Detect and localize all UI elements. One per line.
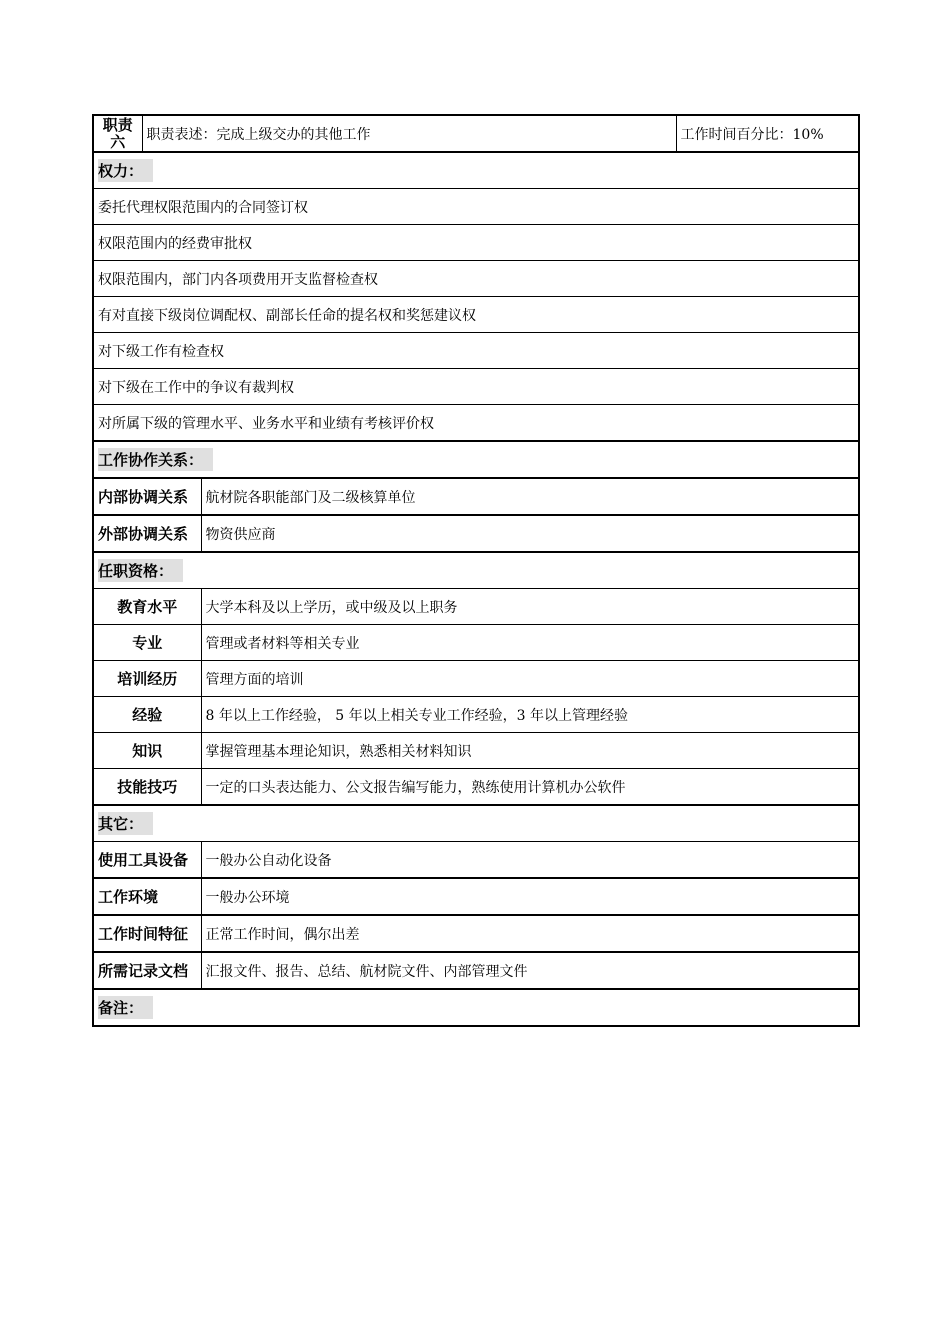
- cooperation-header-row: [93, 441, 859, 478]
- authority-item: 权限范围内，部门内各项费用开支监督检查权: [93, 261, 859, 297]
- cooperation-label: 内部协调关系: [93, 478, 201, 515]
- other-label: 使用工具设备: [93, 842, 201, 879]
- duty-label-line2: 六: [110, 132, 126, 151]
- authority-item-row: [93, 225, 859, 261]
- qualification-label: 培训经历: [93, 661, 201, 697]
- duty-description: 职责表述：完成上级交办的其他工作: [142, 115, 676, 152]
- other-row: [93, 952, 859, 989]
- job-description-table: [92, 114, 860, 1027]
- authority-item-row: [93, 369, 859, 405]
- other-row: [93, 915, 859, 952]
- qualification-label: 技能技巧: [93, 769, 201, 806]
- authority-item-row: [93, 261, 859, 297]
- authority-item-row: [93, 189, 859, 225]
- authority-item-row: [93, 333, 859, 369]
- qualification-value: 8 年以上工作经验， 5 年以上相关专业工作经验，3 年以上管理经验: [201, 697, 859, 733]
- qualification-row: [93, 625, 859, 661]
- cooperation-header: 工作协作关系：: [98, 448, 213, 471]
- qualification-value: 一定的口头表达能力、公文报告编写能力，熟练使用计算机办公软件: [201, 769, 859, 806]
- duty-label-line1: 职责: [102, 115, 133, 134]
- duty-six-row: [93, 115, 859, 152]
- cooperation-label: 外部协调关系: [93, 515, 201, 552]
- cooperation-value: 航材院各职能部门及二级核算单位: [201, 478, 859, 515]
- other-value: 正常工作时间，偶尔出差: [201, 915, 859, 952]
- authority-item: 对所属下级的管理水平、业务水平和业绩有考核评价权: [93, 405, 859, 442]
- other-value: 一般办公环境: [201, 878, 859, 915]
- cooperation-row: [93, 478, 859, 515]
- qualification-value: 管理或者材料等相关专业: [201, 625, 859, 661]
- qualification-label: 经验: [93, 697, 201, 733]
- qualification-row: [93, 733, 859, 769]
- qualification-label: 教育水平: [93, 589, 201, 625]
- other-header: 其它：: [98, 812, 153, 835]
- qualification-value: 管理方面的培训: [201, 661, 859, 697]
- qualification-value: 掌握管理基本理论知识，熟悉相关材料知识: [201, 733, 859, 769]
- qualification-value: 大学本科及以上学历，或中级及以上职务: [201, 589, 859, 625]
- authority-item: 委托代理权限范围内的合同签订权: [93, 189, 859, 225]
- authority-item: 对下级工作有检查权: [93, 333, 859, 369]
- qualification-header-row: [93, 552, 859, 589]
- qualification-header: 任职资格：: [98, 559, 183, 582]
- remarks-header: 备注：: [98, 996, 153, 1019]
- other-header-row: [93, 805, 859, 842]
- other-value: 汇报文件、报告、总结、航材院文件、内部管理文件: [201, 952, 859, 989]
- authority-header-row: [93, 152, 859, 189]
- authority-item: 对下级在工作中的争议有裁判权: [93, 369, 859, 405]
- qualification-label: 专业: [93, 625, 201, 661]
- other-label: 工作环境: [93, 878, 201, 915]
- authority-item: 权限范围内的经费审批权: [93, 225, 859, 261]
- authority-header: 权力：: [98, 159, 153, 182]
- cooperation-row: [93, 515, 859, 552]
- authority-item-row: [93, 405, 859, 442]
- remarks-row: [93, 989, 859, 1026]
- cooperation-value: 物资供应商: [201, 515, 859, 552]
- other-value: 一般办公自动化设备: [201, 842, 859, 879]
- qualification-row: [93, 697, 859, 733]
- qualification-row: [93, 661, 859, 697]
- authority-item-row: [93, 297, 859, 333]
- other-row: [93, 842, 859, 879]
- authority-item: 有对直接下级岗位调配权、副部长任命的提名权和奖惩建议权: [93, 297, 859, 333]
- qualification-label: 知识: [93, 733, 201, 769]
- duty-number-cell: [93, 115, 142, 152]
- duty-time-percent: 工作时间百分比：10%: [676, 115, 859, 152]
- qualification-row: [93, 769, 859, 806]
- other-row: [93, 878, 859, 915]
- other-label: 所需记录文档: [93, 952, 201, 989]
- qualification-row: [93, 589, 859, 625]
- other-label: 工作时间特征: [93, 915, 201, 952]
